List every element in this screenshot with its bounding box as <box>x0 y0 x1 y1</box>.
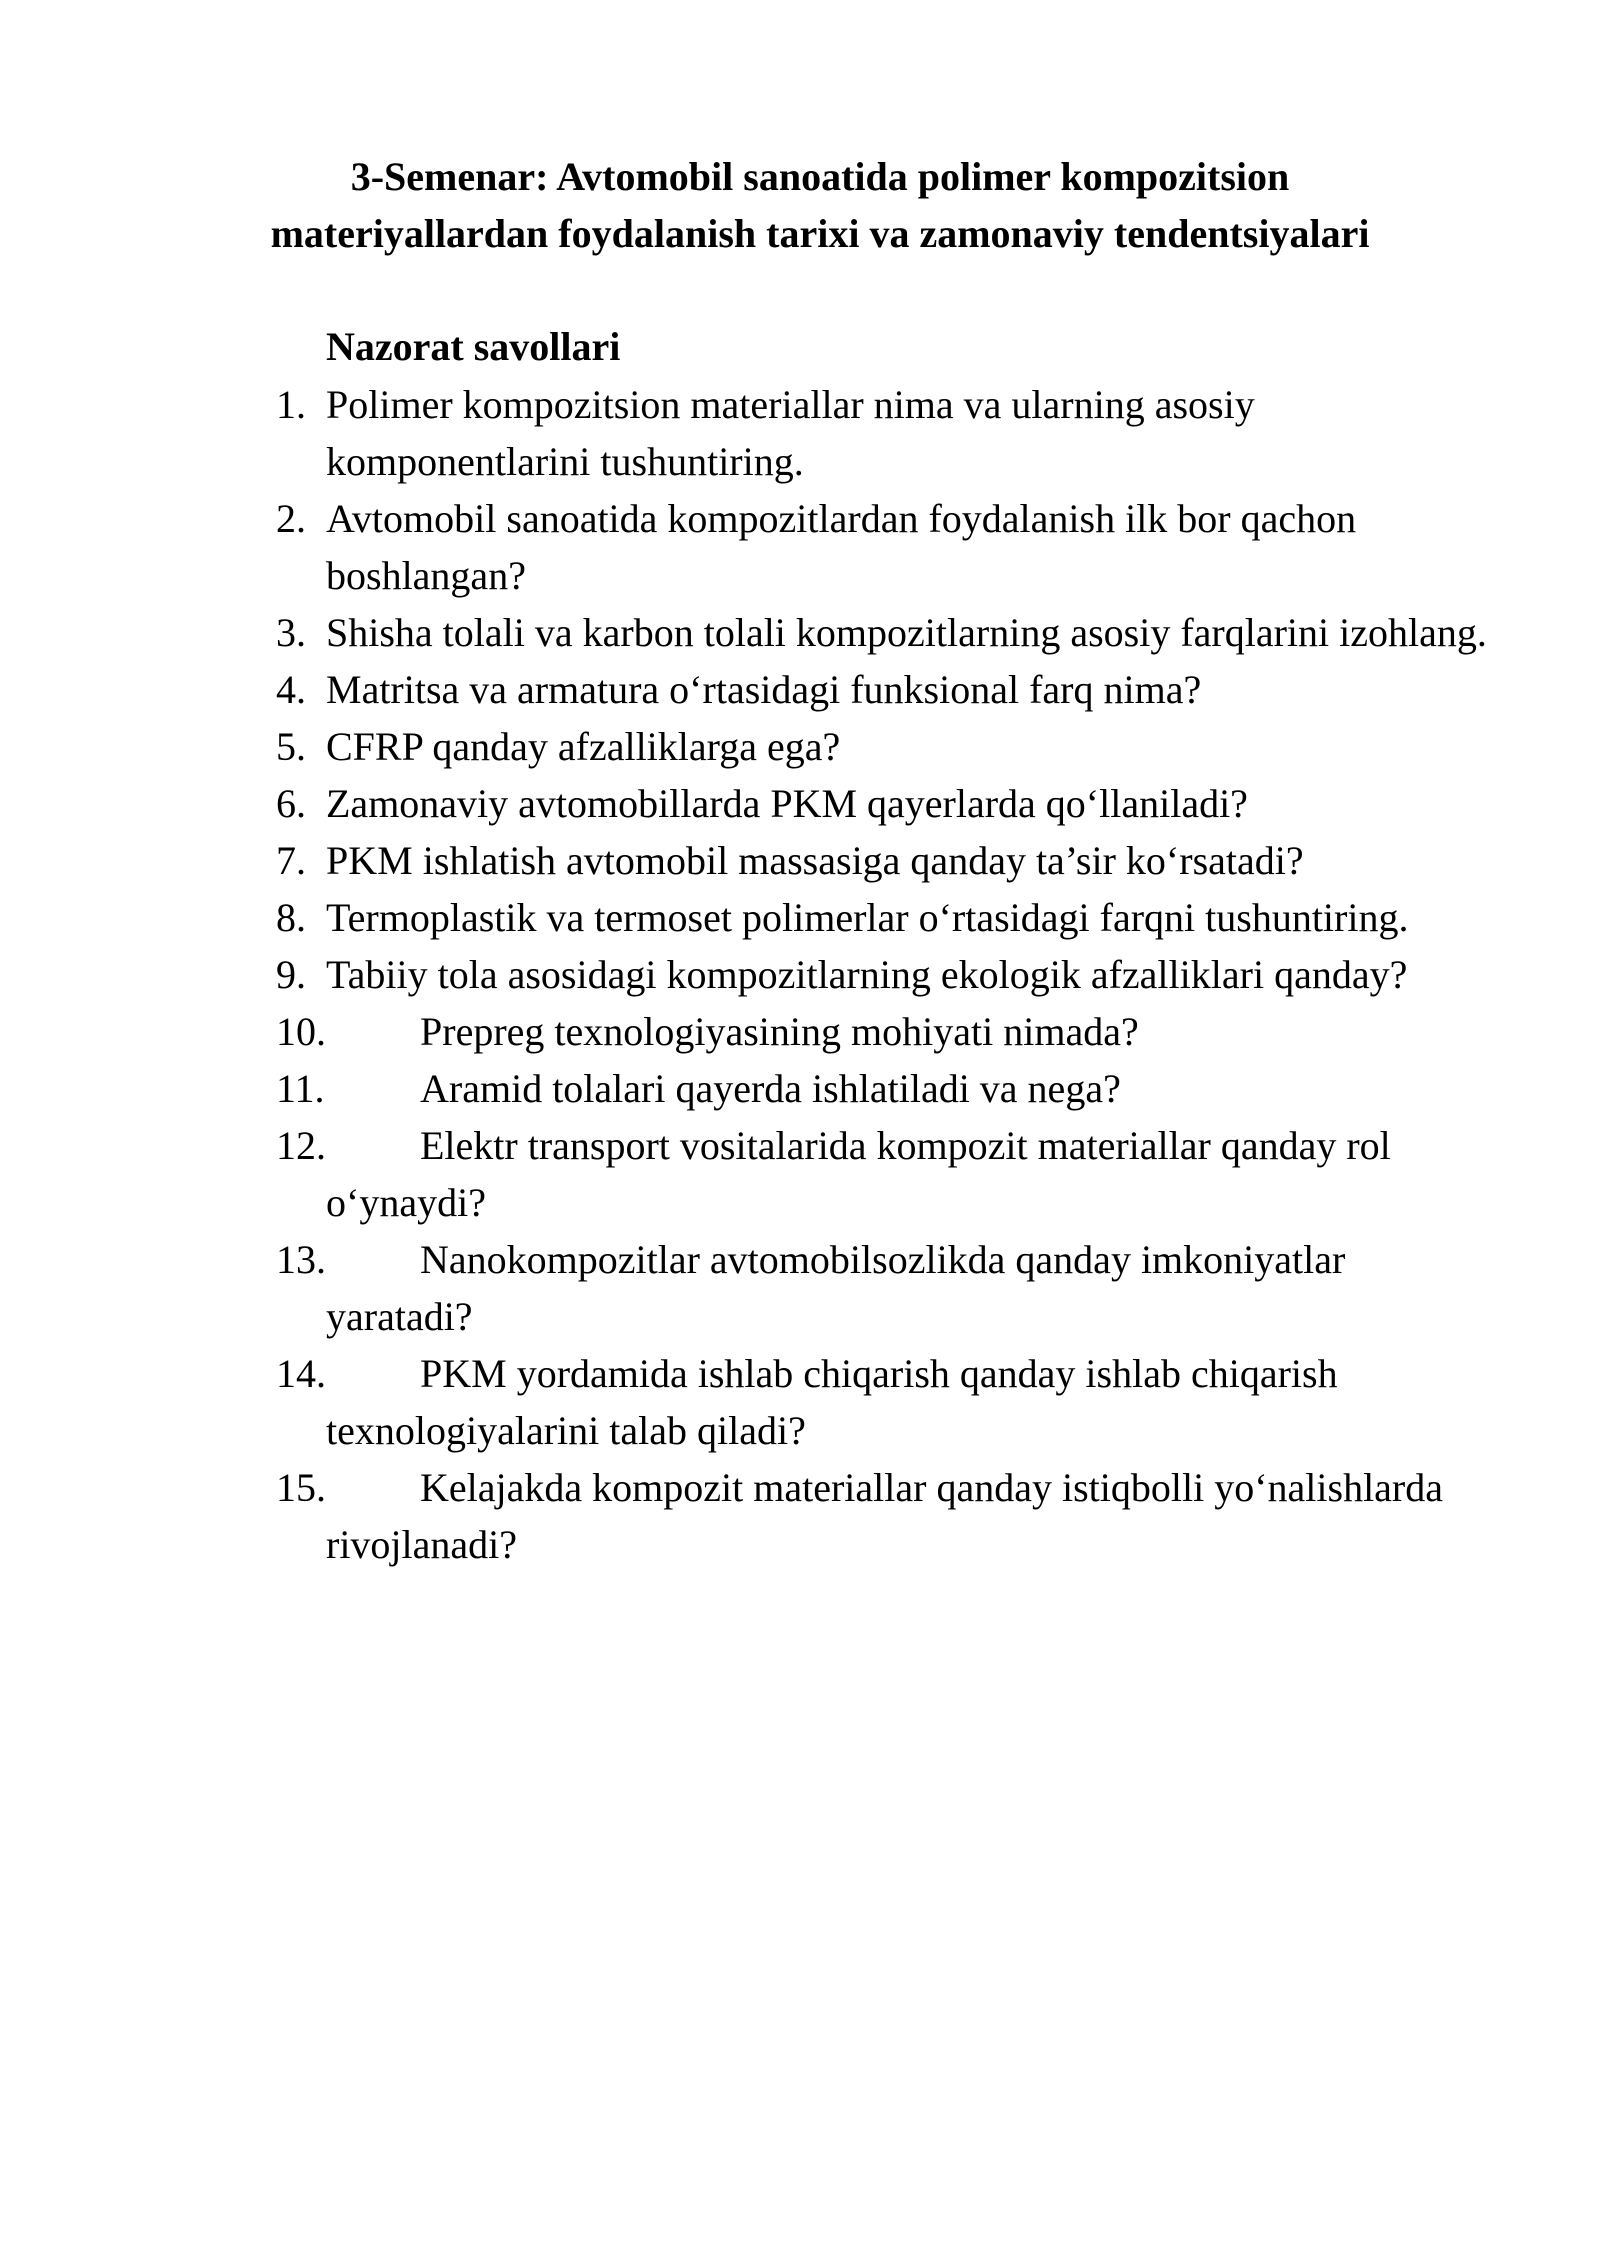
question-number: 4. <box>276 667 306 712</box>
list-item <box>0 490 1600 604</box>
question-text: PKM yordamida ishlab chiqarish qanday ishlab chiqarish texnologiyalarini talab qiladi? <box>326 1351 1338 1453</box>
question-text: Zamonaviy avtomobillarda PKM qayerlarda qo‘llaniladi? <box>326 781 1248 826</box>
question-number: 11. <box>276 1066 325 1111</box>
section-heading: Nazorat savollari <box>326 324 621 369</box>
list-item <box>0 1345 1600 1459</box>
question-number: 6. <box>276 781 306 826</box>
question-number: 13. <box>276 1237 326 1282</box>
title-line-2: materiyallardan foydalanish tarixi va zamonaviy tendentsiyalari <box>270 211 1370 256</box>
question-number: 2. <box>276 496 306 541</box>
title-line-1: 3-Semenar: Avtomobil sanoatida polimer kompozitsion <box>350 154 1290 199</box>
question-number: 3. <box>276 610 306 655</box>
question-number: 10. <box>276 1009 326 1054</box>
question-number: 8. <box>276 895 306 940</box>
list-item <box>0 1003 1600 1060</box>
questions-list <box>0 376 1600 1573</box>
list-item <box>0 1459 1600 1573</box>
question-text: Polimer kompozitsion materiallar nima va ularning asosiy komponentlarini tushuntiring. <box>326 382 1255 484</box>
list-item <box>0 661 1600 718</box>
list-item <box>0 946 1600 1003</box>
question-number: 12. <box>276 1123 326 1168</box>
question-text: CFRP qanday afzalliklarga ega? <box>326 724 841 769</box>
question-text: Termoplastik va termoset polimerlar o‘rtasidagi farqni tushuntiring. <box>326 895 1409 940</box>
list-item <box>0 775 1600 832</box>
question-text: Aramid tolalari qayerda ishlatiladi va nega? <box>420 1066 1121 1111</box>
question-text: Nanokompozitlar avtomobilsozlikda qanday imkoniyatlar yaratadi? <box>326 1237 1346 1339</box>
question-text: Elektr transport vositalarida kompozit materiallar qanday rol o‘ynaydi? <box>326 1123 1391 1225</box>
question-text: Kelajakda kompozit materiallar qanday istiqbolli yo‘nalishlarda rivojlanadi? <box>326 1465 1444 1567</box>
list-item <box>0 1060 1600 1117</box>
question-text: Matritsa va armatura o‘rtasidagi funksional farq nima? <box>326 667 1202 712</box>
list-item <box>0 604 1600 661</box>
question-text: PKM ishlatish avtomobil massasiga qanday ta’sir ko‘rsatadi? <box>326 838 1304 883</box>
question-number: 5. <box>276 724 306 769</box>
question-number: 15. <box>276 1465 326 1510</box>
question-number: 14. <box>276 1351 326 1396</box>
list-item <box>0 832 1600 889</box>
question-text: Avtomobil sanoatida kompozitlardan foydalanish ilk bor qachon boshlangan? <box>326 496 1357 598</box>
list-item <box>0 1117 1600 1231</box>
list-item <box>0 376 1600 490</box>
list-item <box>0 889 1600 946</box>
question-text: Tabiiy tola asosidagi kompozitlarning ekologik afzalliklari qanday? <box>326 952 1408 997</box>
list-item <box>0 718 1600 775</box>
document-title <box>200 148 1440 262</box>
question-text: Shisha tolali va karbon tolali kompozitlarning asosiy farqlarini izohlang. <box>326 610 1487 655</box>
question-number: 1. <box>276 382 306 427</box>
question-number: 9. <box>276 952 306 997</box>
question-text: Prepreg texnologiyasining mohiyati nimada? <box>420 1009 1139 1054</box>
list-item <box>0 1231 1600 1345</box>
question-number: 7. <box>276 838 306 883</box>
